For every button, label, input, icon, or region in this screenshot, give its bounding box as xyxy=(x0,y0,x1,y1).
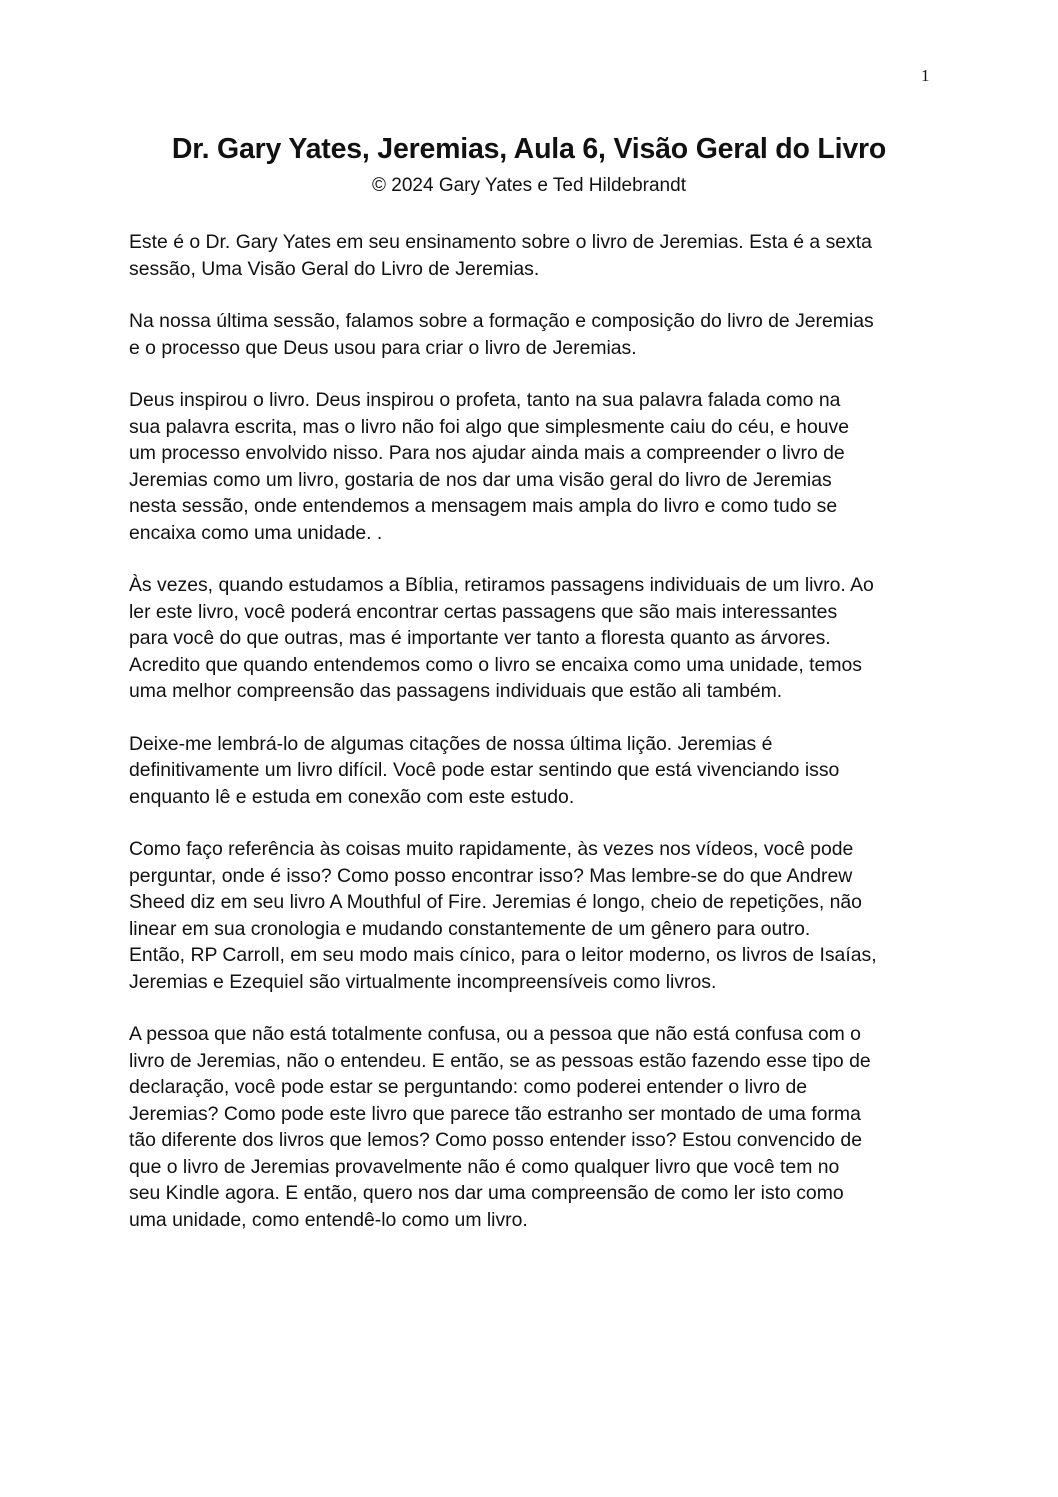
text-line: uma melhor compreensão das passagens individuais que estão ali também. xyxy=(129,680,783,702)
text-line: perguntar, onde é isso? Como posso encontrar isso? Mas lembre-se do que Andrew xyxy=(129,864,853,887)
paragraph-2 xyxy=(129,308,929,361)
text-line: seu Kindle agora. E então, quero nos dar uma compreensão de como ler isto como xyxy=(129,1182,844,1204)
paragraph-6 xyxy=(129,836,929,995)
text-line: A pessoa que não está totalmente confusa, ou a pessoa que não está confusa com o xyxy=(129,1023,861,1045)
text-line: Então, RP Carroll, em seu modo mais cínico, para o leitor moderno, os livros de Isaías, xyxy=(129,944,877,966)
text-line: e o processo que Deus usou para criar o livro de Jeremias. xyxy=(129,336,637,359)
paragraph-3 xyxy=(129,387,929,546)
text-line: encaixa como uma unidade. . xyxy=(129,521,383,544)
text-line: Acredito que quando entendemos como o livro se encaixa como uma unidade, temos xyxy=(129,653,862,676)
text-line: enquanto lê e estuda em conexão com este estudo. xyxy=(129,785,575,808)
text-line: Deixe-me lembrá-lo de algumas citações de nossa última lição. Jeremias é xyxy=(129,732,773,755)
text-line: livro de Jeremias, não o entendeu. E então, se as pessoas estão fazendo esse tipo de xyxy=(129,1049,871,1072)
text-line: Como faço referência às coisas muito rapidamente, às vezes nos vídeos, você pode xyxy=(129,838,854,860)
text-line: nesta sessão, onde entendemos a mensagem mais ampla do livro e como tudo se xyxy=(129,495,838,517)
text-line: Sheed diz em seu livro A Mouthful of Fire. Jeremias é longo, cheio de repetições, não xyxy=(129,891,862,913)
text-line: Este é o Dr. Gary Yates em seu ensinamento sobre o livro de Jeremias. Esta é a sexta xyxy=(129,231,872,253)
text-line: uma unidade, como entendê-lo como um livro. xyxy=(129,1208,528,1231)
text-line: Na nossa última sessão, falamos sobre a formação e composição do livro de Jeremias xyxy=(129,310,874,332)
paragraph-7 xyxy=(129,1021,929,1233)
text-line: linear em sua cronologia e mudando constantemente de um gênero para outro. xyxy=(129,917,811,940)
text-line: ler este livro, você poderá encontrar certas passagens que são mais interessantes xyxy=(129,600,838,623)
text-line: Jeremias? Como pode este livro que parece tão estranho ser montado de uma forma xyxy=(129,1102,861,1125)
text-line: para você do que outras, mas é importante ver tanto a floresta quanto as árvores. xyxy=(129,627,831,649)
page-title: Dr. Gary Yates, Jeremias, Aula 6, Visão Geral do Livro xyxy=(171,133,887,165)
text-line: definitivamente um livro difícil. Você pode estar sentindo que está vivenciando isso xyxy=(129,759,840,781)
text-line: Jeremias e Ezequiel são virtualmente incompreensíveis como livros. xyxy=(129,970,717,993)
paragraph-5 xyxy=(129,731,929,811)
text-line: Às vezes, quando estudamos a Bíblia, retiramos passagens individuais de um livro. Ao xyxy=(129,574,874,596)
text-line: declaração, você pode estar se perguntando: como poderei entender o livro de xyxy=(129,1076,808,1098)
copyright-line: © 2024 Gary Yates e Ted Hildebrandt xyxy=(372,175,686,196)
text-line: que o livro de Jeremias provavelmente não é como qualquer livro que você tem no xyxy=(129,1155,840,1178)
text-line: um processo envolvido nisso. Para nos ajudar ainda mais a compreender o livro de xyxy=(129,442,845,464)
page-number: 1 xyxy=(921,66,930,85)
text-line: Deus inspirou o livro. Deus inspirou o profeta, tanto na sua palavra falada como na xyxy=(129,389,841,411)
document-body xyxy=(129,229,929,1259)
text-line: Jeremias como um livro, gostaria de nos dar uma visão geral do livro de Jeremias xyxy=(129,468,832,491)
text-line: tão diferente dos livros que lemos? Como posso entender isso? Estou convencido de xyxy=(129,1129,862,1151)
paragraph-1 xyxy=(129,229,929,282)
text-line: sua palavra escrita, mas o livro não foi algo que simplesmente caiu do céu, e houve xyxy=(129,415,850,438)
paragraph-4 xyxy=(129,572,929,705)
text-line: sessão, Uma Visão Geral do Livro de Jeremias. xyxy=(129,257,540,280)
